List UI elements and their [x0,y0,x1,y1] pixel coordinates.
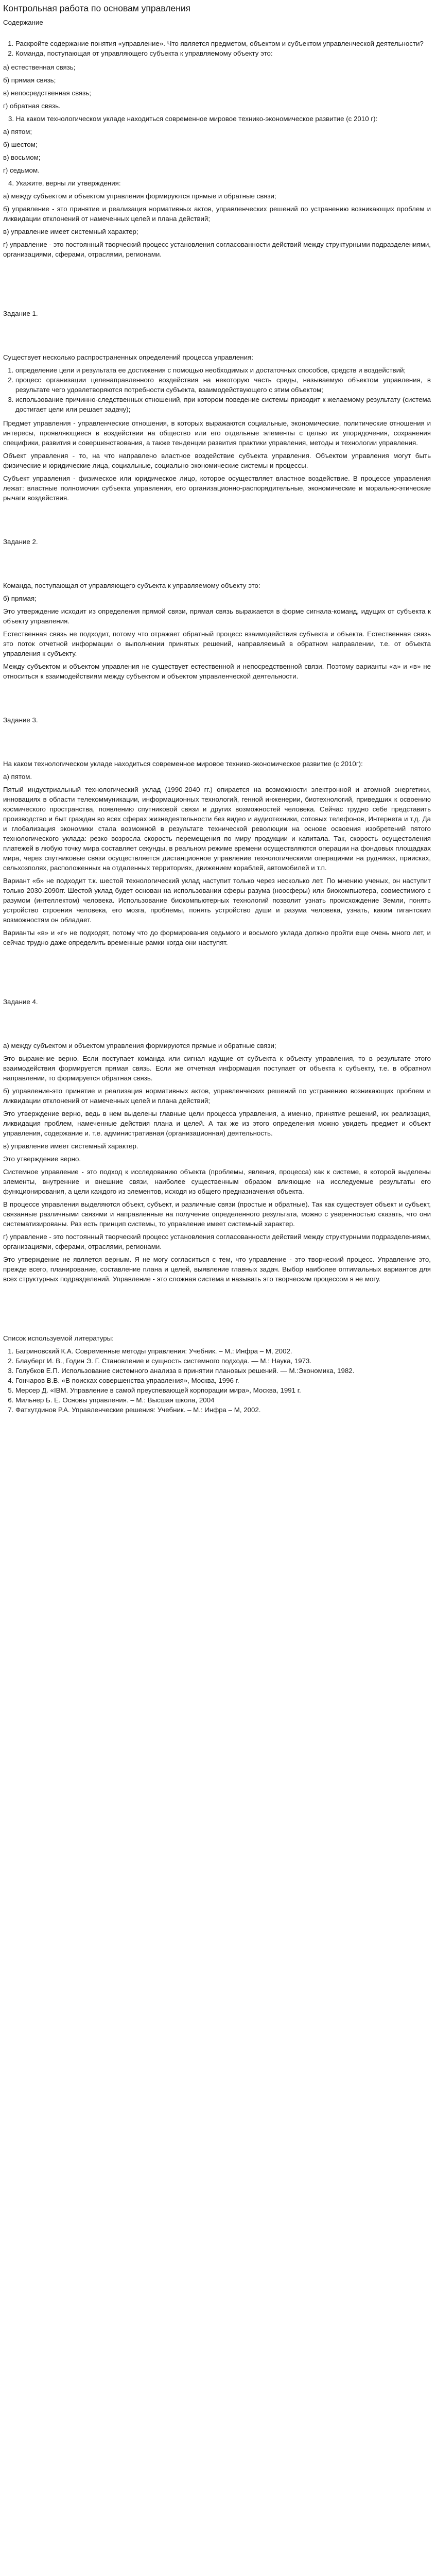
q4-statement-a: а) между субъектом и объектом управления формируются прямые и обратные связи; [3,192,276,200]
references-heading: Список используемой литературы: [3,1334,114,1342]
task-item-2: 2. Команда, поступающая от управляющего субъекта к управляемому объекту это: [15,48,431,58]
task2-paragraph-1: Это утверждение исходит из определения прямой связи, прямая связь выражается в форме сигнала-команд, идущих от субъекта к объекту управления. [3,607,431,625]
task1-paragraph-3: Субъект управления - физическое или юридическое лицо, которое осуществляет властное воздействие. В процессе управления лежат: властные полномочия субъекта управления, его организационно-распорядительные, экономические и морально-этические рычаги воздействия. [3,474,431,502]
task4-paragraph-b: Это утверждение верно, ведь в нем выделены главные цели процесса управления, а именно, принятие решений, их реализация, ликвидация проблем, намеченные действия плана и целей. А так же из этого определения можно увидеть предмет и объект управления, содержание и. т.е. административная (организационная) деятельность. [3,1110,431,1137]
reference-item: 3. Голубков Е.П. Использование системного анализа в принятии плановых решений. — М.:Экономика, 1982. [15,1366,431,1376]
q2-option-b: б) прямая связь; [3,76,56,84]
q3-option-c: в) восьмом; [3,154,41,161]
task2-answer: б) прямая; [3,595,37,602]
reference-item: 5. Мерсер Д. «IBM. Управление в самой преуспевающей корпорации мира», Москва, 1991 г. [15,1385,431,1395]
q4-statement-b: б) управление - это принятие и реализация нормативных актов, управленческих решений по устранению возникающих проблем и ликвидации отклонений от намеченных целей и плана действий; [3,205,431,223]
task1-paragraph-2: Объект управления - то, на что направлено властное воздействие субъекта управления. Объектом управления могут быть физические и юридические лица, социальные, социально-экономические системы и процессы. [3,452,431,469]
task4-paragraph-d: Это утверждение не является верным. Я не могу согласиться с тем, что управление - это творческий процесс. Управление это, прежде всего, планирование, составление плана и целей, выявление главных задач. Выбор наиболее оптимальных вариантов для всех структурных подразделений. Управление - это сложная система и называть это творческим процессом я не могу. [3,1256,431,1283]
reference-item: 4. Гончаров В.В. «В поисках совершенства управления», Москва, 1996 г. [15,1376,431,1385]
references-list [3,1346,431,1415]
q3-option-b: б) шестом; [3,141,38,148]
toc-label: Содержание [3,19,43,26]
q4-statement-c: в) управление имеет системный характер; [3,228,138,235]
task4-paragraph-a: Это выражение верно. Если поступает команда или сигнал идущие от субъекта к объекту управления, то в результате этого взаимодействия формируется прямая связь. Если же отчетная информация поступает от объекта к субъекту, т.е. в обратном направлении, то формируется обратная связь. [3,1055,431,1082]
task-item-1: 1. Раскройте содержание понятия «управление». Что является предметом, объектом и субъектом управленческой деятельности? [15,39,431,48]
tasks-list [3,39,431,58]
task4-statement-a: а) между субъектом и объектом управления формируются прямые и обратные связи; [3,1042,276,1049]
q3-option-a: а) пятом; [3,128,32,135]
task2-paragraph-2: Естественная связь не подходит, потому что отражает обратный процесс взаимодействия субъекта и объекта. Естественная связь это поток отчетной информации о выполнении принятых решений, направляемый в обратном направлении, т.е. от объекта управления к субъекту. [3,630,431,657]
q3-question: 3. На каком технологическом укладе находиться современное мировое технико-экономическое развитие (с 2010 г): [8,115,378,123]
task3-answer: а) пятом. [3,773,32,781]
task2-question: Команда, поступающая от управляющего субъекта к управляемому объекту это: [3,582,260,589]
q3-option-d: г) седьмом. [3,166,40,174]
q4-statement-d: г) управление - это постоянный творческий процесс установления согласованности действий между структурными подразделениями, организациями, сферами, отраслями, регионами. [3,241,431,258]
task4-heading: Задание 4. [3,998,38,1006]
task2-heading: Задание 2. [3,538,38,546]
task1-definition-1: 1. определение цели и результата ее достижения с помощью необходимых и достаточных способов, средств и воздействий; [15,365,431,375]
task3-question: На каком технологическом укладе находиться современное мировое технико-экономическое развитие (с 2010г): [3,760,363,768]
task1-paragraph-1: Предмет управления - управленческие отношения, в которых выражаются социальные, экономические, политические отношения и интересы, проявляющиеся в воздействии на общество или его отдельные элементы с целью их упорядочения, сохранения специфики, развития и совершенствования, а также тенденции развития практики управления, методы и технологии управления. [3,419,431,447]
task1-intro: Существует несколько распространенных определений процесса управления: [3,353,253,361]
task3-heading: Задание 3. [3,716,38,724]
reference-item: 7. Фатхутдинов Р.А. Управленческие решения: Учебник. – М.: Инфра – М, 2002. [15,1405,431,1415]
task2-paragraph-3: Между субъектом и объектом управления не существует естественной и непосредственной связи. Поэтому варианты «а» и «в» не относиться к взаимодействиям между субъектом и объектом управленческой деятельности. [3,663,431,680]
task4-answer-c: Это утверждение верно. [3,1155,81,1163]
task1-heading: Задание 1. [3,310,38,317]
q2-option-d: г) обратная связь. [3,102,61,110]
page-title: Контрольная работа по основам управления [3,3,191,13]
task4-statement-d: г) управление - это постоянный творческий процесс установления согласованности действий между структурными подразделениями, организациями, сферами, отраслями, регионами. [3,1233,431,1250]
q4-question: 4. Укажите, верны ли утверждения: [8,179,121,187]
task3-paragraph-2: Вариант «б» не подходит т.к. шестой технологический уклад наступит только через несколько лет. По мнению ученых, он наступит только 2030-2090гг. Шестой уклад будет основан на использовании сферы разума (ноосферы) или биокомпьютера, совместимого с разумом (интеллектом) человека. Использование биокомпьютерных технологий позволит узнать происхождение Земли, понять устройство строения человека, его мозга, проблемы, понять устройство души и разума человека, узнать, каким гигантским возможностям он обладает. [3,877,431,924]
q2-option-c: в) непосредственная связь; [3,89,91,97]
task4-statement-b: б) управление-это принятие и реализация нормативных актов, управленческих решений по устранению возникающих проблем и ликвидации отклонений от намеченных целей и плана действий; [3,1087,431,1105]
q2-option-a: а) естественная связь; [3,63,76,71]
task4-statement-c: в) управление имеет системный характер. [3,1142,138,1150]
task3-paragraph-3: Варианты «в» и «г» не подходят, потому что до формирования седьмого и восьмого уклада должно пройти еще очень много лет, и сейчас трудно даже определить временные рамки когда они наступят. [3,929,431,946]
task4-paragraph-c1: Системное управление - это подход к исследованию объекта (проблемы, явления, процесса) как к системе, в которой выделены элементы, внутренние и внешние связи, наиболее существенным образом влияющие на исследуемые результаты его функционирования, а цели каждого из элементов, исходя из общего предназначения объекта. [3,1168,431,1195]
task3-paragraph-1: Пятый индустриальный технологический уклад (1990-2040 гг.) опирается на возможности электронной и атомной энергетики, инновациях в области телекоммуникации, информационных технологий, генной инженерии, биотехнологий, приведших к освоению космического пространства, появлению спутниковой связи и других возможностей человека. Сейчас трудно себе представить производство и быт граждан во всех сферах жизнедеятельности без видео и аудиотехники, сотовых телефонов, Интернета и т.д. Да и глобализация экономики стала возможной в результате технической революции на основе освоения изобретений пятого технологического уклада: резко возросла скорость перемещения по миру продукции и капитала. Так, скорость осуществления платежей в любую точку мира составляет секунды, в реальном режиме времени осуществляются операции на фондовых площадках мира, через спутниковые связи осуществляется дистанционное управление технологическими операциями на рудниках, приисках, сельхозполях, расположенных на отдаленных территориях, движением кораблей, автомобилей и т.п. [3,786,431,872]
task1-definitions [3,365,431,414]
reference-item: 1. Багриновский К.А. Современные методы управления: Учебник. – М.: Инфра – М, 2002. [15,1346,431,1356]
task1-definition-2: 2. процесс организации целенаправленного воздействия на некоторую часть среды, называемую объектом управления, в результате чего удовлетворяются потребности субъекта, взаимодействующего с этим объектом; [15,375,431,395]
task4-paragraph-c2: В процессе управления выделяются объект, субъект, и различные связи (простые и обратные). Так как существует объект и субъект, связанные различными связями и направленные на получение определенного результата, можно с уверенностью сказать, что они систематизированы. Раз есть принцип системы, то управление имеет системный характер. [3,1200,431,1228]
reference-item: 6. Мильнер Б. Е. Основы управления. – М.: Высшая школа, 2004 [15,1395,431,1405]
task1-definition-3: 3. использование причинно-следственных отношений, при котором поведение системы приводит к желаемому результату (система достигает цели или решает задачу); [15,395,431,414]
reference-item: 2. Блауберг И. В., Годин Э. Г. Становление и сущность системного подхода. — М.: Наука, 1973. [15,1356,431,1366]
